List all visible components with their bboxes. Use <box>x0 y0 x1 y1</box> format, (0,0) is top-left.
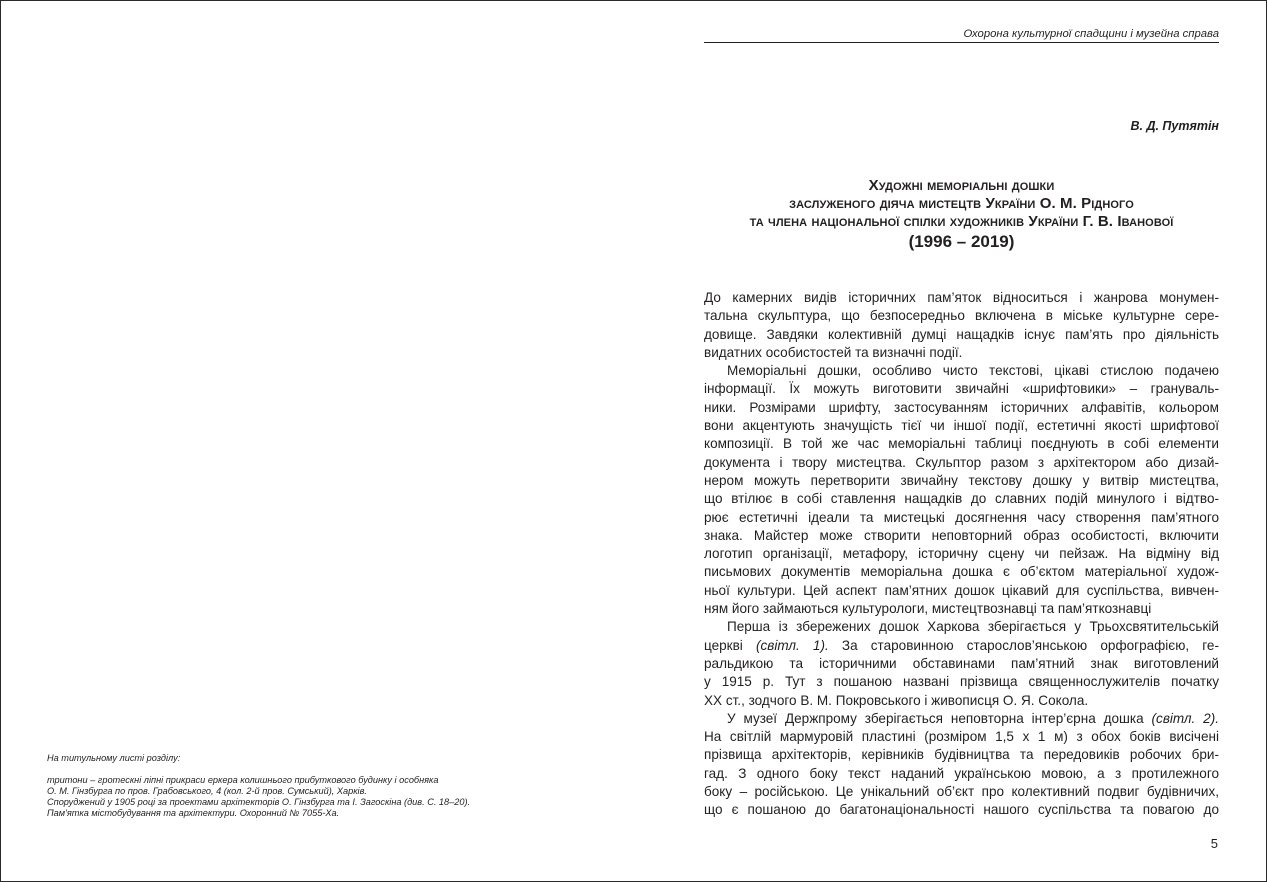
body-line: композиції. В той же час меморіальні таблиці поєднують в собі елементи <box>704 436 1219 452</box>
note-line: тритони – гротескні ліпні прикраси еркера колишнього прибуткового будинку і особняка <box>47 775 439 785</box>
article-body <box>704 289 1219 820</box>
body-line-text: За старовинною старослов’янською орфографією, ге- <box>828 637 1219 653</box>
body-line: тальна скульптура, що безпосередньо включена в міське культурне сере- <box>704 308 1219 324</box>
title-line: та члена національної спілки художників України Г. В. Іванової <box>749 213 1174 230</box>
body-line: видатних особистостей та визначні події. <box>704 344 963 360</box>
body-line: До камерних видів історичних пам’яток відноситься і жанрова монумен- <box>704 290 1219 305</box>
title-line: Художні меморіальні дошки <box>868 177 1055 194</box>
body-line: у 1915 р. Тут з пошаною названі прізвища священнослужителів початку <box>704 674 1219 690</box>
article-title <box>704 177 1219 252</box>
note-line: О. М. Гінзбурга по пров. Грабовського, 4 (кол. 2-й пров. Сумський), Харків. <box>47 786 367 796</box>
page-number: 5 <box>1210 836 1218 851</box>
body-line: інформації. Їх можуть виготовити звичайні «шрифтовики» – грануваль- <box>704 381 1219 397</box>
running-head: Охорона культурної спадщини і музейна справа <box>963 28 1219 40</box>
body-line: вони акцентують значущість тієї чи іншої події, естетичні якості шрифтової <box>704 418 1219 434</box>
header-rule <box>704 42 1219 43</box>
body-line: ники. Розмірами шрифту, застосуванням історичних алфавітів, кольором <box>704 399 1219 415</box>
body-line-text: У музеї Держпрому зберігається неповторна інтер’єрна дошка <box>727 710 1152 726</box>
figure-reference: (світл. 2). <box>1151 710 1219 726</box>
body-line: ням його займаються культурологи, мистецтвознавці та пам’яткознавці <box>704 601 1152 617</box>
title-years: (1996 – 2019) <box>908 232 1015 251</box>
body-line: письмових документів меморіальна дошка є об’єктом матеріальної худож- <box>704 564 1219 580</box>
body-line <box>704 637 1219 655</box>
title-line: заслуженого діяча мистецтв України О. М. Рідного <box>789 195 1134 212</box>
body-line: прізвища архітекторів, керівників будівництва та передовиків робочих бри- <box>704 747 1219 763</box>
note-title: На титульному листі розділу: <box>47 753 181 763</box>
body-line: ХХ ст., зодчого В. М. Покровського і живописця О. Я. Сокола. <box>704 692 1089 708</box>
note-line: Споруджений у 1905 році за проектами архітекторів О. Гінзбурга та І. Загоскіна (див. С. 18–20). <box>47 797 471 807</box>
body-line: що втілює в собі ставлення нащадків до славних подій минулого і відтво- <box>704 491 1219 507</box>
body-line: логотип організації, метафору, історичну сцену чи пейзаж. На відміну від <box>704 546 1219 562</box>
right-page <box>634 1 1267 881</box>
body-line: На світлій мармуровій пластині (розміром 1,5 х 1 м) з обох боків висічені <box>704 729 1219 745</box>
body-line: гад. З одного боку текст наданий українською мовою, а з протилежного <box>704 765 1219 781</box>
body-line: нером можуть перетворити звичайну текстову дошку у витвір мистецтва, <box>704 472 1219 488</box>
body-line: що є пошаною до багатонаціональності нашого суспільства та повагою до <box>704 802 1219 818</box>
figure-reference: (світл. 1). <box>755 637 829 653</box>
body-line: документа і твору мистецтва. Скульптор разом з архітектором або дизай- <box>704 454 1219 470</box>
body-line: Перша із збережених дошок Харкова зберігається у Трьохсвятительській <box>727 619 1219 635</box>
body-line: ральдикою та історичними обставинами пам’ятний знак виготовлений <box>704 655 1219 671</box>
body-line: довище. Завдяки колективній думці нащадків існує пам’ять про діяльність <box>704 326 1219 342</box>
note-line: Пам'ятка містобудування та архітектури. Охоронний № 7055-Ха. <box>47 808 340 818</box>
author-name: В. Д. Путятін <box>1130 119 1219 133</box>
left-page <box>1 1 634 881</box>
body-line: боку – російською. Це унікальний об’єкт про колективний подвиг будівничих, <box>704 784 1219 800</box>
body-line: знака. Майстер може створити неповторний образ особистості, включити <box>704 527 1219 543</box>
body-line: рює естетичні ідеали та мистецькі досягнення часу створення пам’ятного <box>704 509 1219 525</box>
body-line-text: церкві <box>704 637 756 653</box>
body-line: ньої культури. Цей аспект пам’ятних дошок цікавий для суспільства, вивчен- <box>704 582 1219 598</box>
title-page-note <box>47 753 607 819</box>
body-line: Меморіальні дошки, особливо чисто текстові, цікаві стислою подачею <box>727 363 1219 379</box>
body-line <box>704 710 1219 728</box>
